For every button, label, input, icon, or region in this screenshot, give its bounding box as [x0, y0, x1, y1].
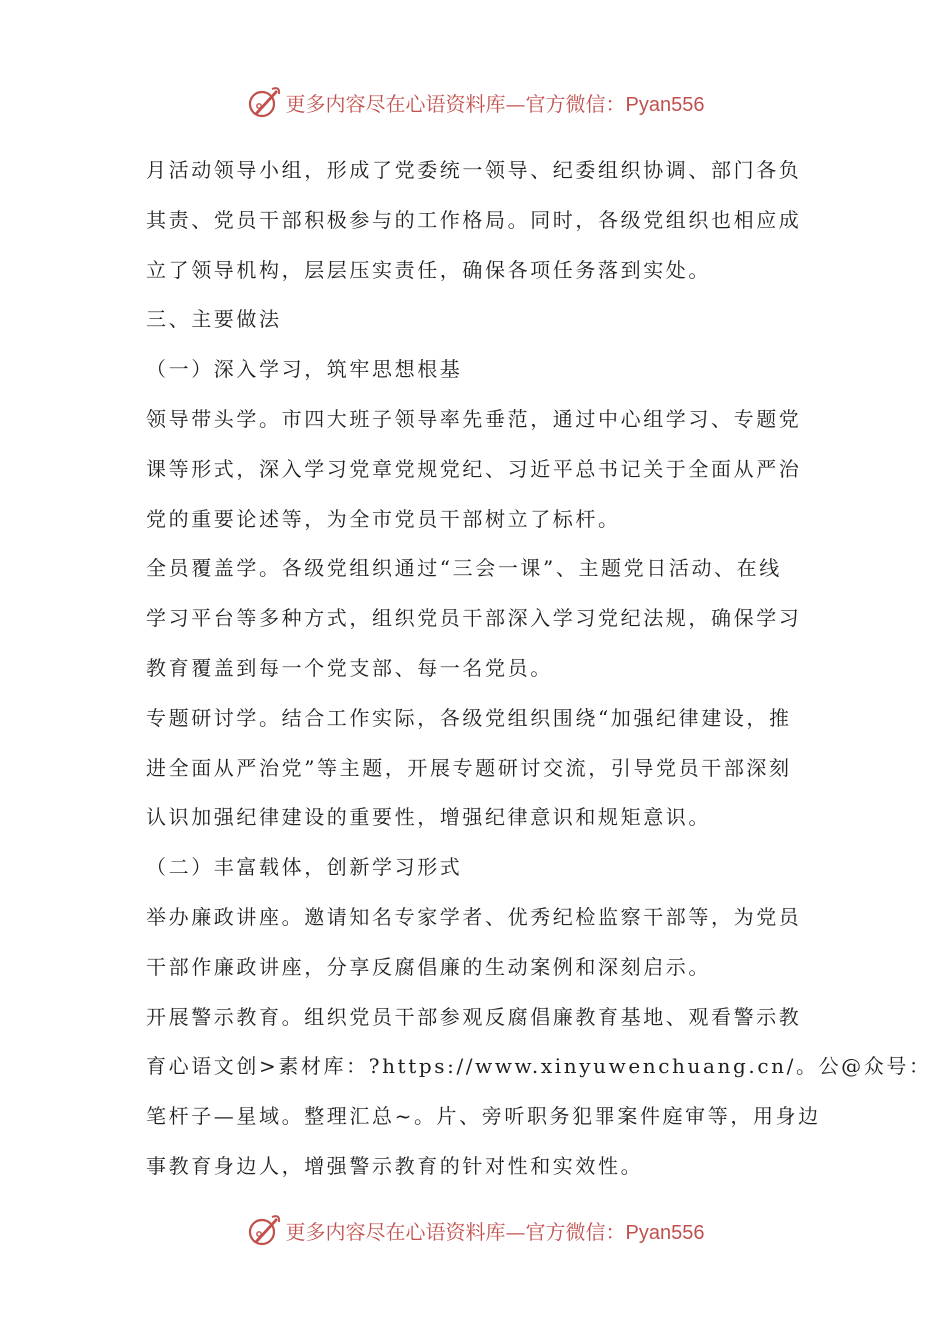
text-line: 育心语文创>素材库：?https://www.xinyuwenchuang.cn/。公@众号：	[146, 1054, 932, 1079]
text-line: 事教育身边人，增强警示教育的针对性和实效性。	[146, 1153, 644, 1178]
text-line: 其责、党员干部积极参与的工作格局。同时，各级党组织也相应成	[146, 207, 802, 232]
text-line: 课等形式，深入学习党章党规党纪、习近平总书记关于全面从严治	[146, 456, 802, 481]
text-line: 笔杆子—星域。整理汇总~。片、旁听职务犯罪案件庭审等，用身边	[146, 1104, 821, 1129]
text-line: 党的重要论述等，为全市党员干部树立了标杆。	[146, 506, 621, 531]
text-line: 干部作廉政讲座，分享反腐倡廉的生动案例和深刻启示。	[146, 954, 711, 979]
text-line: 举办廉政讲座。邀请知名专家学者、优秀纪检监察干部等，为党员	[146, 904, 802, 929]
section-heading: 三、主要做法	[146, 307, 282, 332]
text-line: 全员覆盖学。各级党组织通过“三会一课”、主题党日活动、在线	[146, 556, 782, 581]
text-line: 教育覆盖到每一个党支部、每一名党员。	[146, 655, 553, 680]
text-line: 进全面从严治党”等主题，开展专题研讨交流，引导党员干部深刻	[146, 755, 792, 780]
text-line: 月活动领导小组，形成了党委统一领导、纪委组织协调、部门各负	[146, 158, 802, 182]
header-banner	[0, 82, 950, 122]
wechat-id: Pyan556	[625, 1221, 705, 1244]
banner-text: 更多内容尽在心语资料库—官方微信：Pyan556	[285, 91, 705, 116]
text-line: 开展警示教育。组织党员干部参观反腐倡廉教育基地、观看警示教	[146, 1004, 802, 1029]
quill-pen-logo-icon	[246, 1212, 282, 1248]
document-body	[146, 146, 932, 1192]
footer-banner	[0, 1210, 950, 1250]
quill-pen-logo-icon	[246, 84, 282, 120]
text-line: 学习平台等多种方式，组织党员干部深入学习党纪法规，确保学习	[146, 606, 802, 631]
text-line: 领导带头学。市四大班子领导率先垂范，通过中心组学习、专题党	[146, 406, 802, 431]
banner-text: 更多内容尽在心语资料库—官方微信：Pyan556	[285, 1219, 705, 1244]
text-line: 立了领导机构，层层压实责任，确保各项任务落到实处。	[146, 257, 711, 282]
subsection-heading: （一）深入学习，筑牢思想根基	[146, 357, 463, 382]
wechat-id: Pyan556	[625, 93, 705, 116]
subsection-heading: （二）丰富载体，创新学习形式	[146, 855, 463, 880]
text-line: 专题研讨学。结合工作实际，各级党组织围绕“加强纪律建设，推	[146, 705, 792, 730]
text-line: 认识加强纪律建设的重要性，增强纪律意识和规矩意识。	[146, 805, 711, 830]
